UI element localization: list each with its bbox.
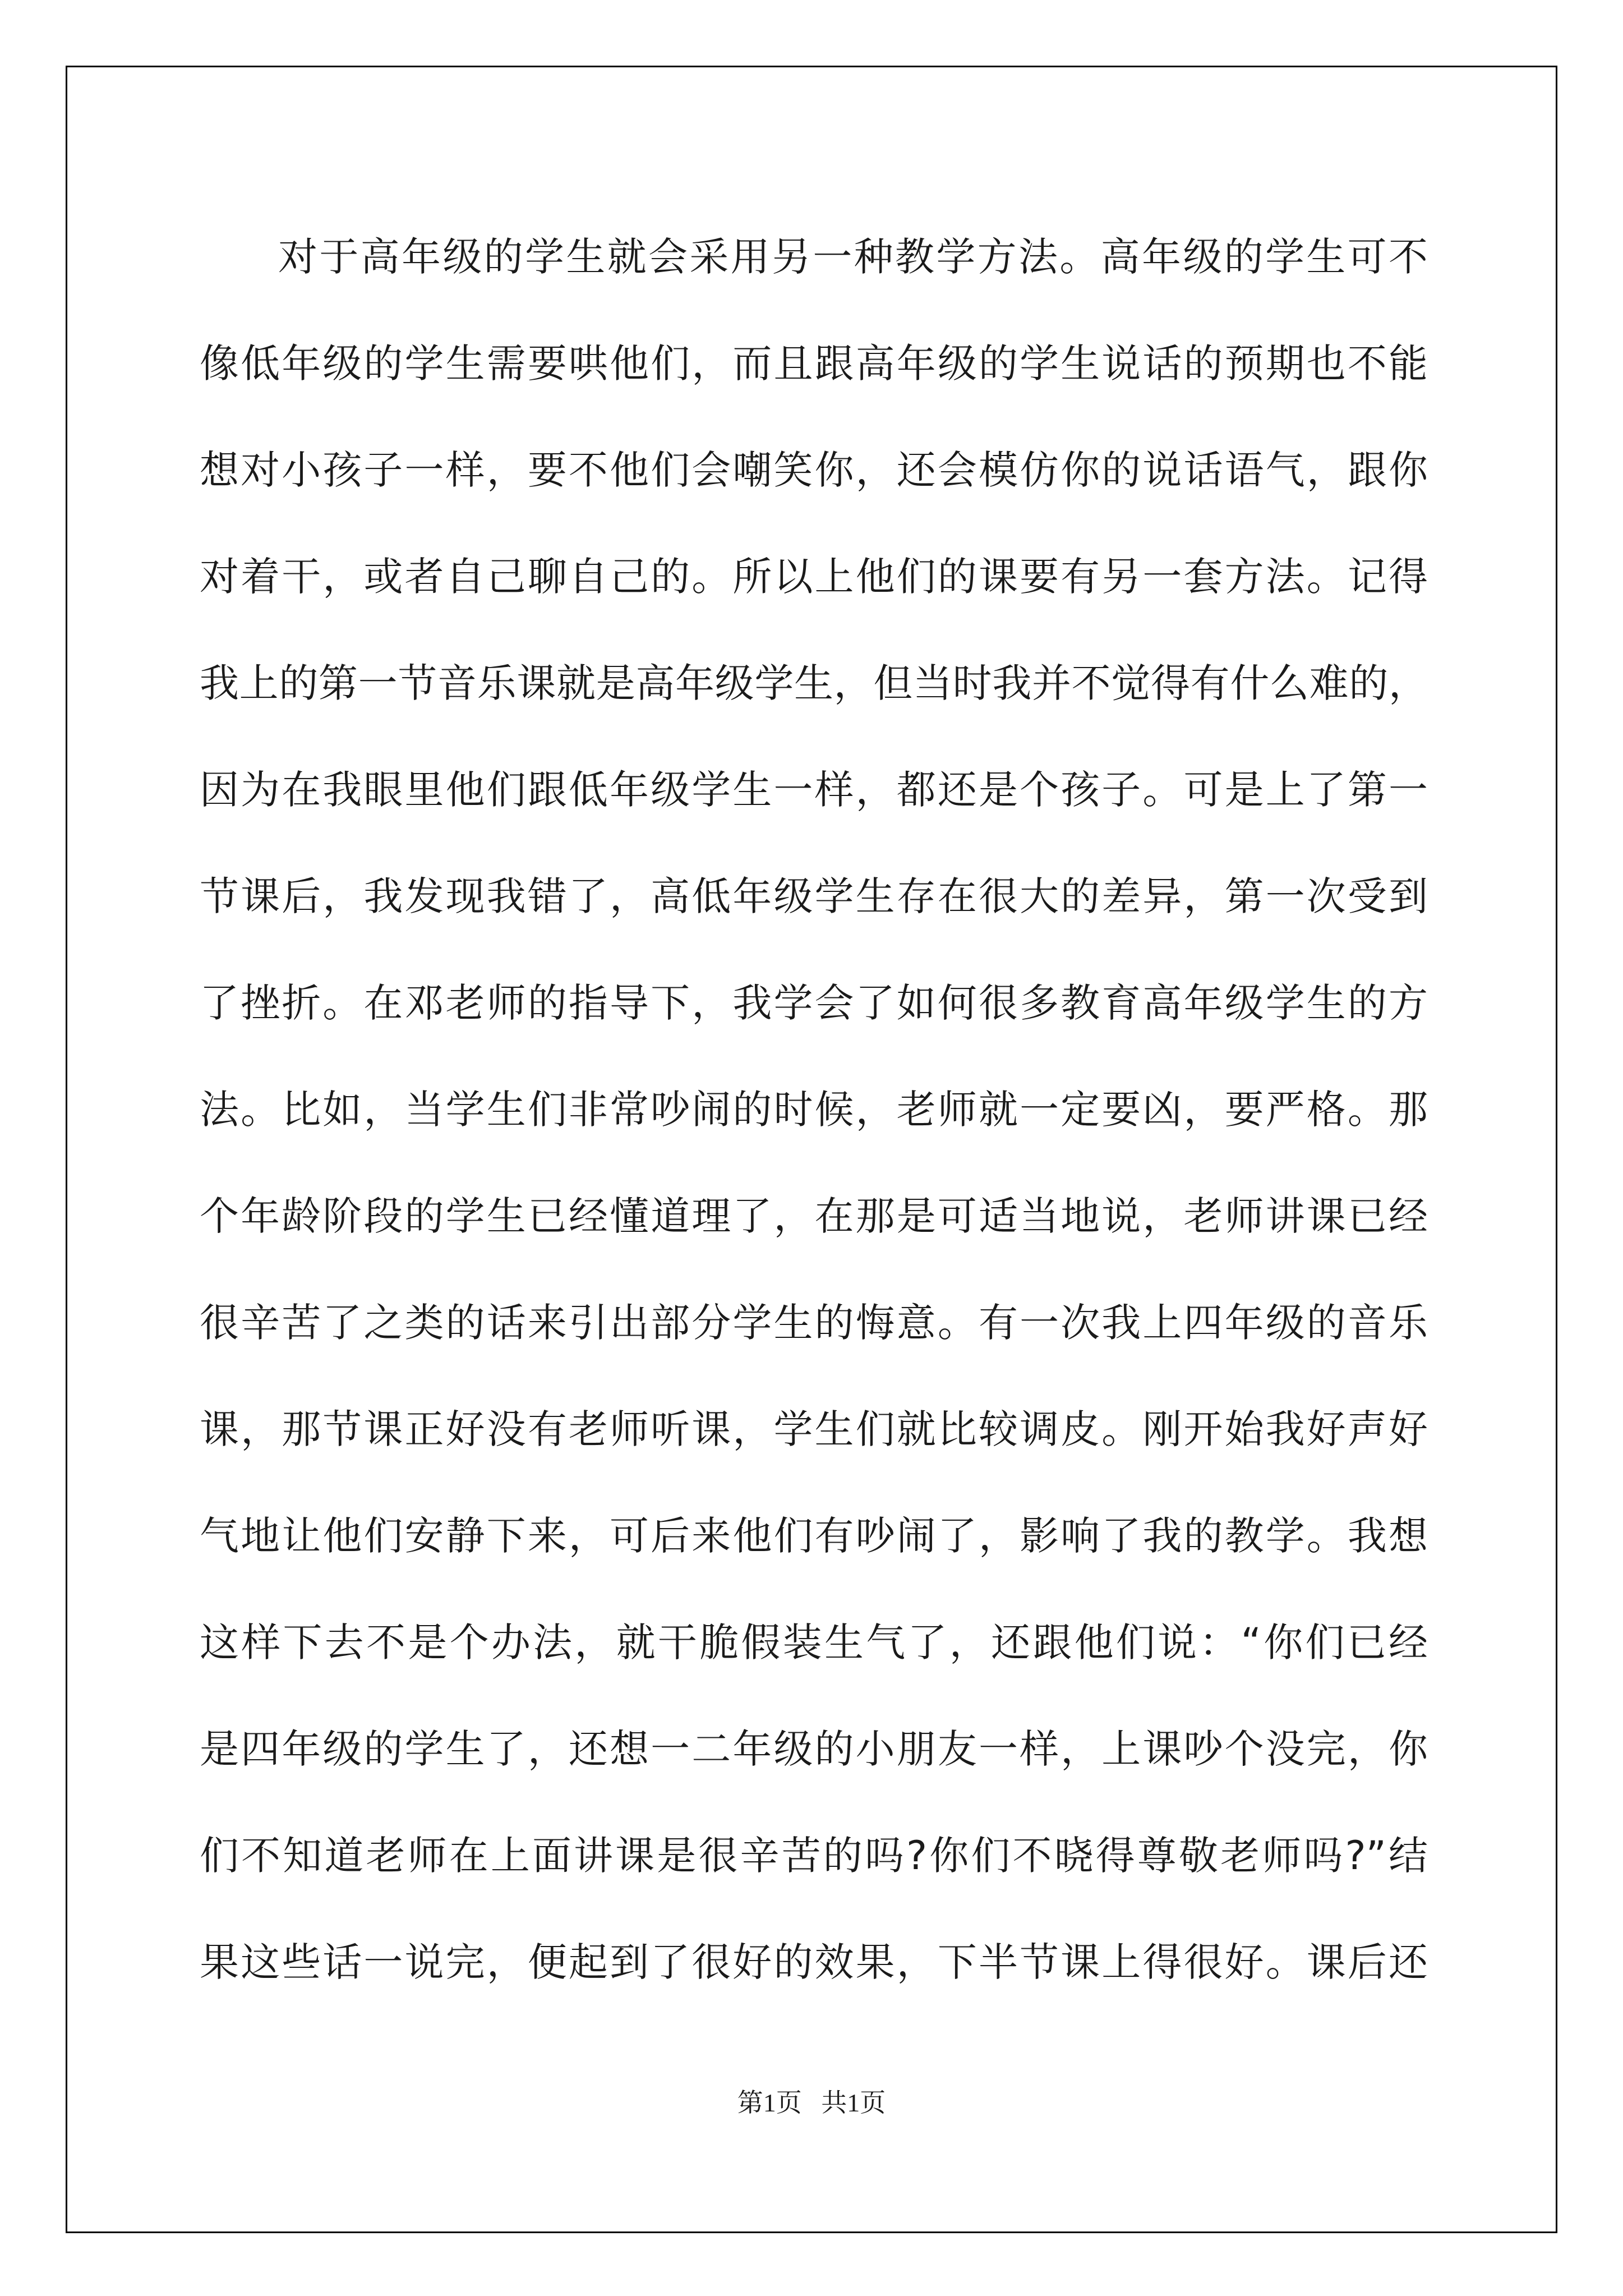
- text-line: 想对小孩子一样，要不他们会嘲笑你，还会模仿你的说话语气，跟你: [200, 447, 1428, 493]
- text-line: 们不知道老师在上面讲课是很辛苦的吗?你们不晓得尊敬老师吗?”结: [200, 1833, 1428, 1879]
- text-line: 因为在我眼里他们跟低年级学生一样，都还是个孩子。可是上了第一: [200, 767, 1428, 813]
- text-line: 是四年级的学生了，还想一二年级的小朋友一样，上课吵个没完，你: [200, 1726, 1428, 1772]
- text-line: 我上的第一节音乐课就是高年级学生，但当时我并不觉得有什么难的，: [200, 660, 1428, 706]
- text-line: 法。比如，当学生们非常吵闹的时候，老师就一定要凶，要严格。那: [200, 1087, 1428, 1133]
- text-line: 气地让他们安静下来，可后来他们有吵闹了，影响了我的教学。我想: [200, 1513, 1428, 1559]
- text-line: 对着干，或者自己聊自己的。所以上他们的课要有另一套方法。记得: [200, 554, 1428, 600]
- text-line: 了挫折。在邓老师的指导下，我学会了如何很多教育高年级学生的方: [200, 980, 1428, 1026]
- body-paragraph: [200, 204, 1428, 2016]
- text-line: 对于高年级的学生就会采用另一种教学方法。高年级的学生可不: [278, 234, 1428, 280]
- text-line: 果这些话一说完，便起到了很好的效果，下半节课上得很好。课后还: [200, 1939, 1428, 1985]
- page-number-footer: 第1页 共1页: [737, 2088, 886, 2117]
- text-line: 个年龄阶段的学生已经懂道理了，在那是可适当地说，老师讲课已经: [200, 1193, 1428, 1239]
- text-line: 这样下去不是个办法，就干脆假装生气了，还跟他们说：“你们已经: [200, 1619, 1428, 1665]
- text-line: 课，那节课正好没有老师听课，学生们就比较调皮。刚开始我好声好: [200, 1406, 1428, 1452]
- text-line: 像低年级的学生需要哄他们，而且跟高年级的学生说话的预期也不能: [200, 341, 1428, 386]
- text-line: 节课后，我发现我错了，高低年级学生存在很大的差异，第一次受到: [200, 873, 1428, 919]
- text-line: 很辛苦了之类的话来引出部分学生的悔意。有一次我上四年级的音乐: [200, 1300, 1428, 1346]
